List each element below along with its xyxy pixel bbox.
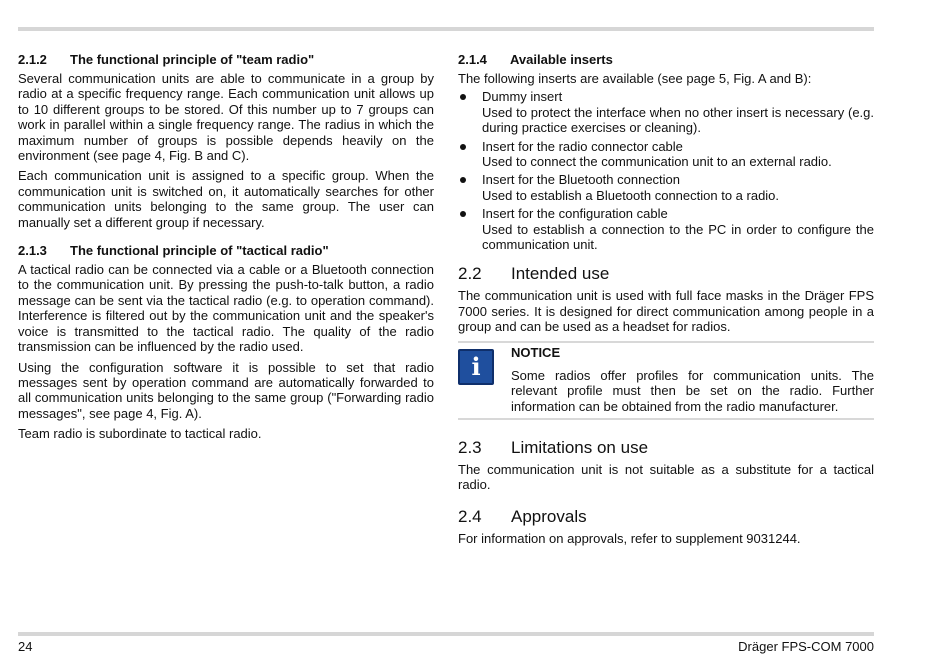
section-2-1-4	[458, 52, 874, 252]
section-title: Limitations on use	[511, 437, 649, 457]
paragraph: Each communication unit is assigned to a specific group. When the communication unit is switched on, it automatically searches for other communication units belonging to the same group. The user can manually set a different group if necessary.	[18, 168, 434, 230]
section-number: 2.4	[458, 506, 482, 526]
bullet-icon	[460, 94, 466, 100]
left-column	[18, 52, 434, 447]
insert-name: Dummy insert	[482, 89, 563, 105]
insert-name: Insert for the Bluetooth connection	[482, 172, 681, 188]
section-number: 2.1.2	[18, 52, 47, 67]
bottom-rule	[18, 632, 874, 636]
bullet-icon	[460, 211, 466, 217]
list-item	[458, 139, 874, 170]
paragraph: Several communication units are able to communicate in a group by radio at a specific frequency range. Each communication unit allows up to 10 different groups to be stored. Of this number up to 7 groups can work in parallel within a single frequency range. The radius in which the maximum number of groups is possible depends heavily on the environment (see page 4, Fig. B and C).	[18, 71, 434, 164]
list-item	[458, 172, 874, 203]
insert-name: Insert for the radio connector cable	[482, 138, 683, 154]
top-rule	[18, 27, 874, 31]
insert-name: Insert for the configuration cable	[482, 206, 668, 222]
info-icon: i	[458, 349, 494, 385]
section-2-3	[458, 438, 874, 493]
notice-text: Some radios offer profiles for communication units. The relevant profile must then be set on the radio. Further information can be obtained from the radio manufacturer.	[511, 367, 874, 414]
section-2-1-3	[18, 243, 434, 441]
section-number: 2.3	[458, 437, 482, 457]
page-number: 24	[18, 639, 33, 654]
bullet-icon	[460, 177, 466, 183]
section-2-1-2	[18, 52, 434, 230]
insert-description: Used to establish a connection to the PC in order to configure the communication unit.	[482, 221, 874, 253]
paragraph: Using the configuration software it is possible to set that radio messages sent by operation command are automatically forwarded to all communication units belonging to the same group ("Forwarding radio messages", see page 4, Fig. A).	[18, 359, 434, 421]
paragraph: The following inserts are available (see page 5, Fig. A and B):	[458, 71, 812, 86]
paragraph: The communication unit is not suitable as a substitute for a tactical radio.	[458, 461, 874, 493]
notice-box	[458, 341, 874, 420]
paragraph: A tactical radio can be connected via a cable or a Bluetooth connection to the communication unit. By pressing the push-to-talk button, a radio message can be sent via the tactical radio (e.g. to operation command). Interference is filtered out by the communication unit and the speaker's voice is transmitted to the tactical radio. The quality of the radio transmission can be influenced by the radio used.	[18, 262, 434, 355]
list-item	[458, 206, 874, 252]
section-title: Intended use	[511, 264, 610, 284]
section-title: Available inserts	[510, 52, 613, 67]
section-number: 2.1.3	[18, 243, 47, 259]
section-number: 2.1.4	[458, 52, 487, 67]
section-heading	[458, 264, 874, 284]
paragraph: The communication unit is used with full face masks in the Dräger FPS 7000 series. It is designed for direct communication among people in a group and can be used as a headset for radios.	[458, 288, 874, 335]
bullet-icon	[460, 144, 466, 150]
section-2-2	[458, 264, 874, 419]
section-title: Approvals	[511, 506, 587, 526]
insert-description: Used to connect the communication unit to an external radio.	[482, 154, 832, 170]
product-name: Dräger FPS-COM 7000	[738, 639, 874, 654]
section-heading	[18, 52, 434, 68]
section-heading	[458, 52, 874, 68]
insert-description: Used to protect the interface when no other insert is necessary (e.g. during practice exercises or cleaning).	[482, 104, 874, 136]
section-title: The functional principle of "team radio"	[70, 52, 315, 67]
section-heading	[458, 438, 874, 458]
section-number: 2.2	[458, 264, 482, 284]
section-title: The functional principle of "tactical radio"	[70, 243, 329, 259]
notice-title: NOTICE	[511, 344, 561, 360]
paragraph: For information on approvals, refer to supplement 9031244.	[458, 530, 801, 546]
inserts-list	[458, 89, 874, 252]
insert-description: Used to establish a Bluetooth connection to a radio.	[482, 187, 780, 203]
right-column	[458, 52, 874, 551]
list-item	[458, 89, 874, 135]
section-heading	[18, 243, 434, 259]
section-2-4	[458, 507, 874, 546]
section-heading	[458, 507, 874, 527]
paragraph: Team radio is subordinate to tactical radio.	[18, 426, 262, 442]
